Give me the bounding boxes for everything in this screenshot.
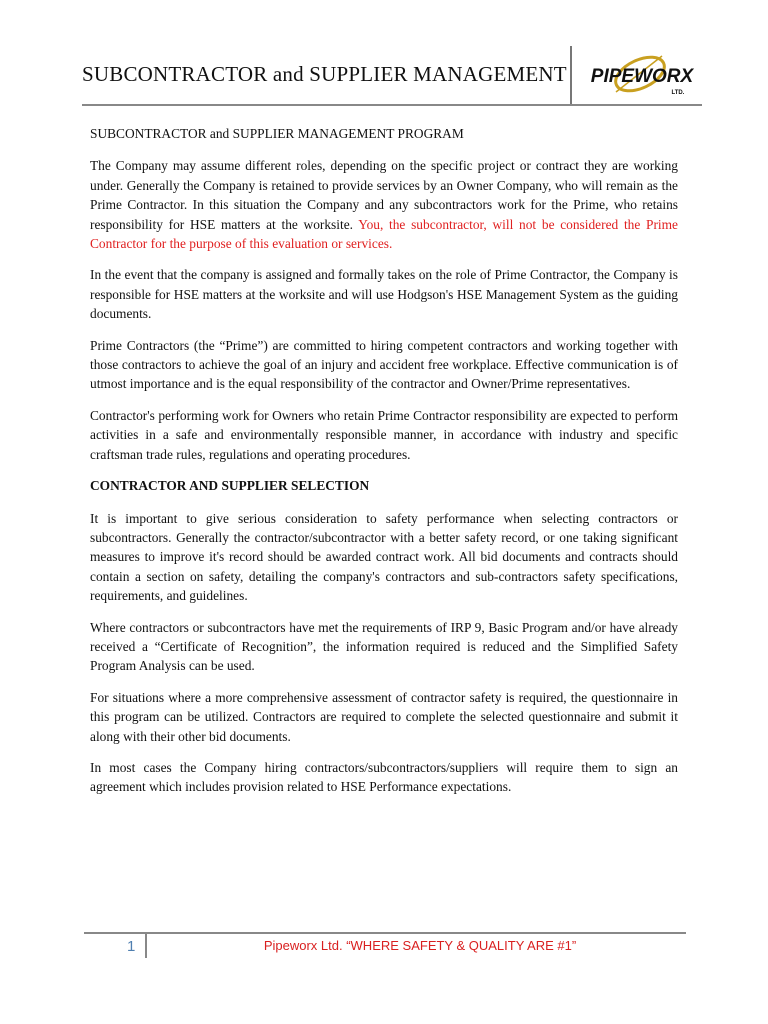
- footer-slogan: Pipeworx Ltd. “WHERE SAFETY & QUALITY ARE #1”: [263, 938, 577, 953]
- section-heading: SUBCONTRACTOR and SUPPLIER MANAGEMENT PROGRAM: [90, 126, 464, 141]
- section-heading: CONTRACTOR AND SUPPLIER SELECTION: [90, 478, 370, 494]
- paragraph: Prime Contractors (the “Prime”) are committed to hiring competent contractors and working together with those contractors to achieve the goal of an injury and accident free workplace. Effective communication is of utmost importance and is the equal responsibility of the contractor and Owner/Prime representatives.: [90, 337, 678, 392]
- paragraph: In most cases the Company hiring contractors/subcontractors/suppliers will require them to sign an agreement which includes provision related to HSE Performance expectations.: [90, 759, 678, 795]
- paragraph-text: The Company may assume different roles, depending on the specific project or contract they are working under. Generally the Company is retained to provide services by an Owner Company, who will remain as the Prime Contractor. In this situation the Company and any subcontractors work for the Prime, who retains responsibility for HSE matters at the worksite.: [90, 158, 678, 232]
- header-divider: [570, 46, 572, 106]
- paragraph: In the event that the company is assigned and formally takes on the role of Prime Contractor, the Company is responsible for HSE matters at the worksite and will use Hodgson's HSE Management System as the guiding documents.: [90, 267, 678, 322]
- paragraph: For situations where a more comprehensive assessment of contractor safety is required, the questionnaire in this program can be utilized. Contractors are required to complete the selected questionnaire and submit it along with their other bid documents.: [90, 689, 678, 744]
- document-header-title: SUBCONTRACTOR and SUPPLIER MANAGEMENT: [82, 62, 567, 86]
- footer-rule: [84, 932, 686, 934]
- svg-text:LTD.: LTD.: [671, 90, 685, 96]
- paragraph: Where contractors or subcontractors have met the requirements of IRP 9, Basic Program and/or have already received a “Certificate of Recognition”, the information required is reduced and the Simplified Safety Program Analysis can be used.: [90, 619, 678, 674]
- pipeworx-logo: [582, 52, 702, 100]
- paragraph: [90, 156, 678, 253]
- svg-text:PIPEWORX: PIPEWORX: [590, 66, 694, 87]
- footer-divider: [145, 934, 147, 958]
- paragraph: It is important to give serious consideration to safety performance when selecting contractors or subcontractors. Generally the contractor/subcontractor with a better safety record, or one taking significant measures to improve it's record should be awarded contract work. All bid documents and contracts should contain a section on safety, detailing the company's contractors and sub-contractors safety specifications, requirements, and guidelines.: [90, 510, 678, 604]
- highlighted-text: You, the subcontractor, will not be considered the Prime Contractor for the purpose of this evaluation or services.: [90, 216, 678, 252]
- header-rule: [82, 104, 702, 106]
- paragraph: Contractor's performing work for Owners who retain Prime Contractor responsibility are expected to perform activities in a safe and environmentally responsible manner, in accordance with industry and specific craftsman trade rules, regulations and operating procedures.: [90, 407, 678, 462]
- document-body: [90, 124, 678, 809]
- page-number: 1: [127, 938, 136, 955]
